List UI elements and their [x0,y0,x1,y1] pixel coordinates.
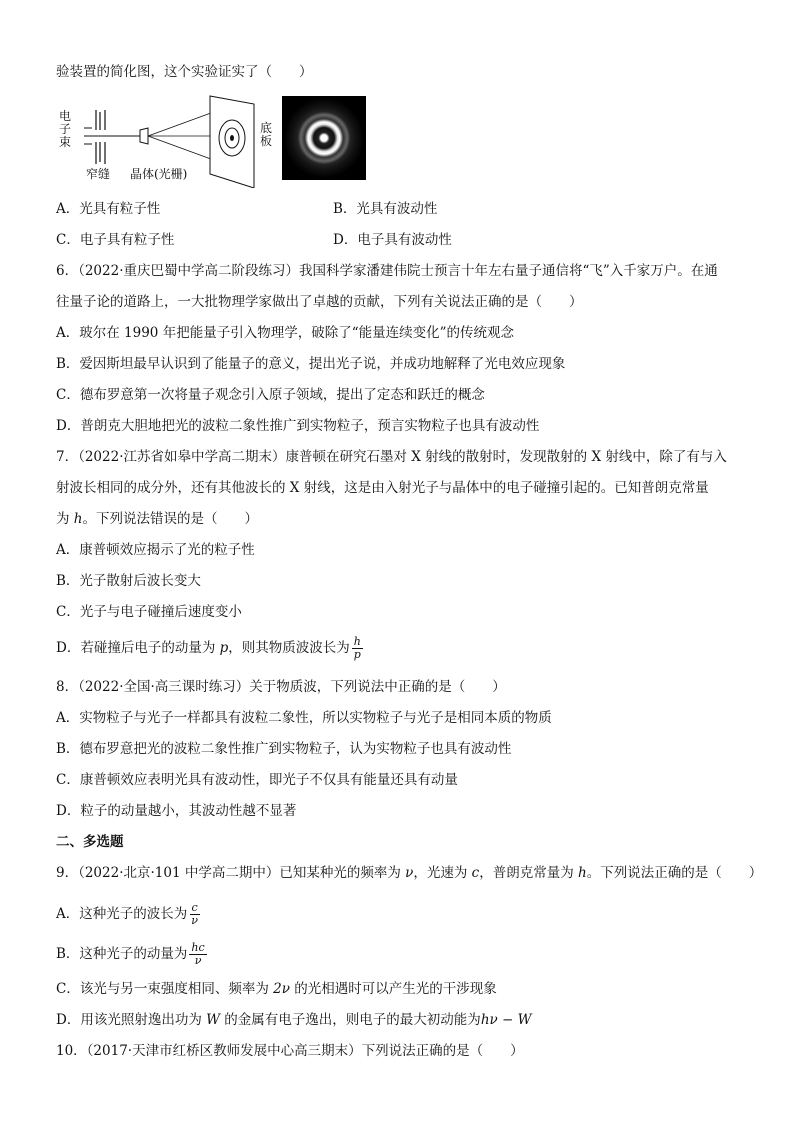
q10-stem: 10．（2017·天津市红桥区教师发展中心高三期末）下列说法正确的是（ ） [56,1043,524,1059]
q6-option-d: D．普朗克大胆地把光的波粒二象性推广到实物粒子，预言实物粒子也具有波动性 [56,418,540,434]
q7-stem-line2: 射波长相同的成分外，还有其他波长的 X 射线，这是由入射光子与晶体中的电子碰撞引起的。已知普朗克常量 [56,480,709,496]
q8-option-a: A．实物粒子与光子一样都具有波粒二象性，所以实物粒子与光子是相同本质的物质 [56,710,552,726]
q5-option-c: C．电子具有粒子性 [56,232,175,248]
q7-stem-line3: 为 h。下列说法错误的是（ ） [56,511,258,527]
q9-stem: 9．（2022·北京·101 中学高二期中）已知某种光的频率为 ν，光速为 c，普朗克常量为 h。下列说法正确的是（ ） [56,865,763,881]
crystal-label: 晶体(光栅) [130,167,188,181]
slit-label: 窄缝 [86,167,111,181]
q9-b-fraction: $\frac{hc}{\nu}$ [191,941,205,967]
q6-option-c: C．德布罗意第一次将量子观念引入原子领域，提出了定态和跃迁的概念 [56,387,485,403]
q6-option-a: A．玻尔在 1990 年把能量子引入物理学，破除了“能量连续变化”的传统观念 [56,325,514,341]
q5-option-b: B．光具有波动性 [333,201,438,217]
q9-a-fraction: $\frac{c}{\nu}$ [191,901,198,927]
section-heading-multiple-choice: 二、多选题 [56,834,124,850]
q9-option-c: C．该光与另一束强度相同、频率为 2ν 的光相遇时可以产生光的干涉现象 [56,981,497,997]
q9-option-a: A．这种光子的波长为 $\frac{c}{\nu}$ [56,901,198,927]
diffraction-pattern-image [282,96,366,180]
screen-label: 底板 [259,121,272,148]
q7-option-a: A．康普顿效应揭示了光的粒子性 [56,542,255,558]
q7-wavelength-fraction: $\frac{h}{p}$ [353,635,361,661]
q7-stem-line1: 7．（2022·江苏省如皋中学高二期末）康普顿在研究石墨对 X 射线的散射时，发现散射的 X 射线中，除了有与入 [56,449,727,465]
q7-option-d: D．若碰撞后电子的动量为 p，则其物质波波长为 $\frac{h}{p}$ [56,635,361,661]
q9-option-d: D．用该光照射逸出功为 W 的金属有电子逸出，则电子的最大初动能为hν − W [56,1012,532,1028]
q6-stem-line2: 往量子论的道路上，一大批物理学家做出了卓越的贡献，下列有关说法正确的是（ ） [56,294,583,310]
q7-option-b: B．光子散射后波长变大 [56,573,201,589]
q7-option-c: C．光子与电子碰撞后速度变小 [56,604,242,620]
q8-option-b: B．德布罗意把光的波粒二象性推广到实物粒子，认为实物粒子也具有波动性 [56,741,512,757]
q5-stem-tail: 验装置的简化图，这个实验证实了（ ） [56,64,313,80]
q9-option-b: B．这种光子的动量为 $\frac{hc}{\nu}$ [56,941,205,967]
q6-stem-line1: 6．（2022·重庆巴蜀中学高二阶段练习）我国科学家潘建伟院士预言十年左右量子通信将“飞”入千家万户。在通 [56,263,718,279]
q8-option-d: D．粒子的动量越小，其波动性越不显著 [56,803,297,819]
q8-option-c: C．康普顿效应表明光具有波动性，即光子不仅具有能量还具有动量 [56,772,458,788]
q8-stem: 8．（2022·全国·高三课时练习）关于物质波，下列说法中正确的是（ ） [56,679,506,695]
q5-option-d: D．电子具有波动性 [333,232,452,248]
q6-option-b: B．爱因斯坦最早认识到了能量子的意义，提出光子说，并成功地解释了光电效应现象 [56,356,566,372]
electron-beam-label: 电子束 [58,109,71,149]
q5-option-a: A．光具有粒子性 [56,201,161,217]
